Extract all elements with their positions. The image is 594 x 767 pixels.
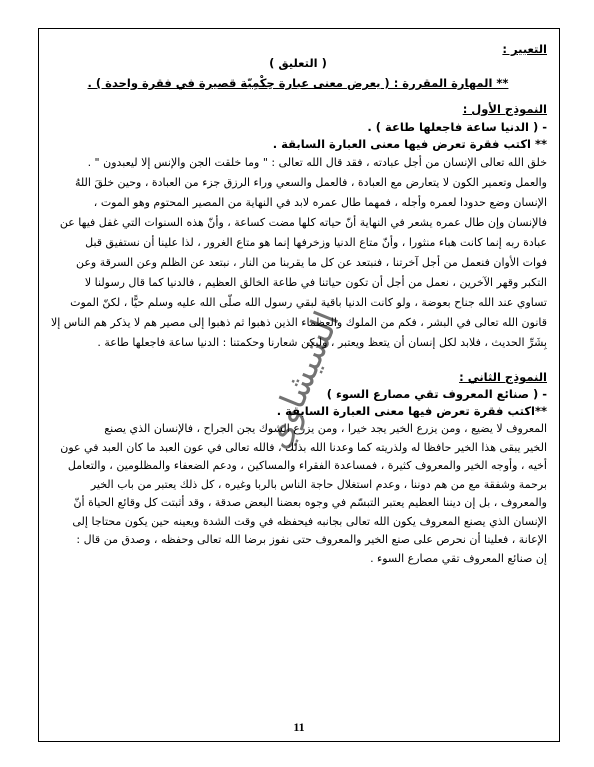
model1-line: بِشَرِّ الحديث ، فلابد لكل إنسان أن يتعظ ويعتبر ، وليكن شعارنا وحكمتنا : الدنيا ساعة فاجعلها طاعة . (97, 336, 547, 349)
model2-line: الخير يبقى هذا الخير حافظا له ولذريته كما وعدنا الله بذلك ، فالله تعالى في عون العبد ما كان العبد في عون (60, 440, 547, 454)
model1-line: فوات الأوان فنعمل من أجل آخرتنا ، فنبتعد عن كل ما يقربنا من النار ، نبتعد عن الظلم وعن السرقة وعن (75, 256, 547, 269)
model1-title: النموذج الأول : (462, 102, 547, 116)
model2-line: إن صنائع المعروف تقي مصارع السوء . (370, 551, 547, 565)
model1-phrase: - ( الدنيا ساعة فاجعلها طاعة ) . (367, 120, 547, 134)
model2-title: النموذج الثاني : (459, 370, 547, 384)
model2-line: والمعروف ، بل إن ديننا العظيم يعتبر التبسّم في وجوه بعضنا البعض صدقة ، وقد أثبتت كل وقائع الحياة أنّ (73, 496, 547, 509)
model1-line: التكبر وقهر الآخرين ، نعمل من أجل أن تكون حياتنا في طاعة الخالق العظيم ، فالدنيا كما قال رسولنا لا (84, 276, 547, 289)
model2-line: الإنسان الذي يصنع المعروف يكون الله تعالى بجانبه فيحفظه في وقت الشدة ويعينه حين يكون محتاجا إلى (72, 514, 547, 528)
model1-line: خلق الله تعالى الإنسان من أجل عبادته ، فقد قال الله تعالى : " وما خلقت الجن والإنس إلا ليعبدون " . (87, 156, 547, 169)
page-number: 11 (293, 720, 305, 734)
model1-line: فالإنسان وإن طال عمره يشعر في النهاية أنّ حياته كلها مضت كساعة ، وأنّ هذه السنوات التي غفل فيها عن (59, 216, 547, 229)
model1-paragraph (49, 153, 547, 353)
model1-line: قانون الله تعالى في البشر ، فكم من الملوك والعظماء الذين ذهبوا ثم ذهبوا إلى مصير هم لا يذكر هم الناس إلا (50, 316, 547, 329)
model1-line: عبادة ربه إنما كانت هباء منثورا ، وأنّ متاع الدنيا وزخرفها إنما هو متاع الغرور ، لذا علينا أن نستفيق قبل (85, 236, 547, 249)
author-watermark: الشيشاوي (256, 305, 348, 455)
model2-line: المعروف لا يضيع ، ومن يزرع الخير يجد خيرا ، ومن يزرع الشوك يجن الجراح ، فالإنسان الذي يصنع (104, 422, 547, 435)
model1-task: ** اكتب فقرة تعرض فيها معنى العبارة السابقة . (272, 137, 547, 151)
model2-task: **اكتب فقرة تعرض فيها معنى العبارة السابقة . (276, 404, 547, 418)
model1-line: تساوي عند الله جناح بعوضة ، ولو كانت الدنيا باقية لبقي رسول الله صلّى الله عليه وسلم حيًّا ، لكنّ الموت (70, 296, 547, 309)
section-title: التعبير : (502, 42, 547, 56)
model1-line: والعمل وتعمير الكون لا يتعارض مع العبادة ، فالعمل والسعي وراء الرزق جزء من العبادة ، وحين خلقَ اللهُ (74, 176, 547, 189)
model2-line: برحمة وشفقة مع من هم دوننا ، وعدم استغلال حاجة الناس بالربا وغيره ، كل ذلك يعتبر من باب الخير (90, 477, 547, 491)
skill-statement: ** المهارة المقررة : ( يعرض معنى عبارة حِكْمِيّة قصيرة في فقرة واحدة ) . (87, 76, 509, 90)
model2-line: الإعانة ، فعلينا أن نحرص على صنع الخير والمعروف حتى نفوز برضا الله تعالى وحفظه ، وصدق من قال : (76, 533, 547, 546)
model2-phrase: - ( صنائع المعروف تقي مصارع السوء ) (326, 387, 547, 401)
model1-line: الإنسان وضع حدودا لعمره وأجله ، فمهما طال عمره لابد في النهاية من المصير المحتوم وهو الموت ، (93, 196, 547, 209)
model2-line: أخيه ، وأوجه الخير والمعروف كثيرة ، فمساعدة الفقراء والمساكين ، ودعم الضعفاء والمظلومين ، والتعامل (67, 459, 547, 472)
essay-type: ( التعليق ) (269, 56, 327, 70)
